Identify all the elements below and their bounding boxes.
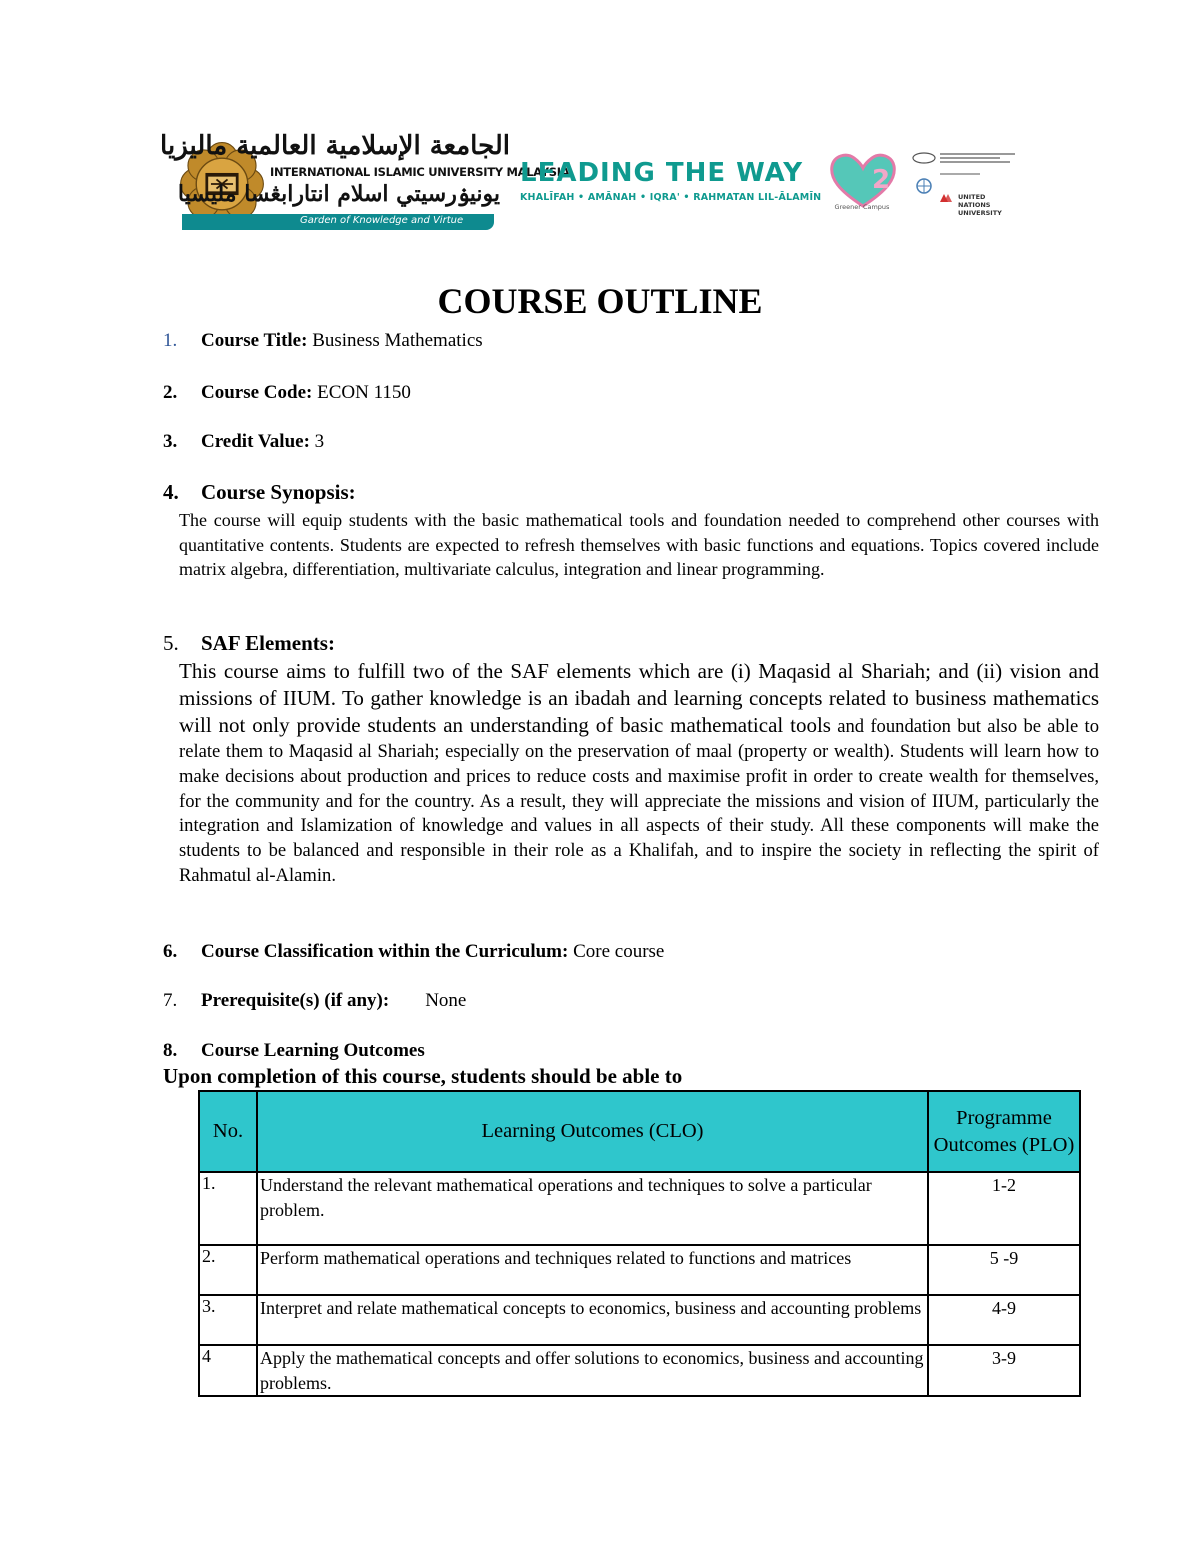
item-number: 5.: [163, 631, 179, 655]
row-outcome: Interpret and relate mathematical concepts to economics, business and accounting problems: [257, 1295, 928, 1345]
item-value: Core course: [568, 941, 665, 962]
table-row: [199, 1345, 1080, 1396]
item-course-code: [163, 382, 411, 404]
row-outcome: Perform mathematical operations and techniques related to functions and matrices: [257, 1245, 928, 1295]
item-label: Course Title:: [201, 330, 308, 351]
item-course-title: [163, 330, 483, 352]
item-value: ECON 1150: [312, 382, 411, 403]
upon-completion-heading: Upon completion of this course, students should be able to: [163, 1064, 683, 1088]
leading-the-way-slogan: LEADING THE WAY: [520, 158, 804, 188]
saf-paragraph-rest: and foundation but also be able to relate them to Maqasid al Shariah; especially on the preservation of maal (property or wealth). Students will learn how to make decisions about production and prices to reduce costs and maximise profit in order to create wealth for themselves, for the community and for the country. As a result, they will appreciate the missions and vision of IIUM, particularly the integration and Islamization of knowledge and values in all aspects of their study. All these components will make the students to be balanced and responsible in their role as a Khalifah, and to inspire the society in reflecting the spirit of Rahmatul al-Alamin.: [179, 715, 1099, 887]
slogan-subtitle: KHALĪFAH • AMĀNAH • IQRA' • RAHMATAN LIL-ĀLAMĪN: [520, 192, 822, 203]
item-label: Course Code:: [201, 382, 313, 403]
item-label: Course Classification within the Curriculum:: [201, 941, 569, 962]
item-saf-elements: [163, 631, 335, 656]
item-label: SAF Elements:: [201, 631, 335, 655]
item-number: 8.: [163, 1040, 178, 1061]
iium-motto: Garden of Knowledge and Virtue: [300, 215, 464, 226]
item-label: Credit Value:: [201, 431, 310, 452]
item-label: Prerequisite(s) (if any):: [201, 990, 390, 1011]
saf-paragraph: [179, 659, 1099, 889]
item-course-learning-outcomes: [163, 1040, 425, 1062]
row-plo: 1-2: [928, 1172, 1080, 1245]
iium-english-name: INTERNATIONAL ISLAMIC UNIVERSITY MALAYSIA: [270, 165, 570, 179]
table-row: [199, 1172, 1080, 1245]
table-row: [199, 1245, 1080, 1295]
document-title: COURSE OUTLINE: [437, 281, 763, 321]
saf-paragraph-first-part: This course aims to fulfill two of the SAF elements which are (i) Maqasid al Shariah; and (ii) vision and missions of IIUM. To gather knowledge is an ibadah and learning concepts related to business mathematics will not only provide students an understanding of basic mathematical tools: [179, 659, 1099, 737]
row-plo: 3-9: [928, 1345, 1080, 1396]
row-outcome: Understand the relevant mathematical operations and techniques to solve a particular problem.: [257, 1172, 928, 1245]
page-header: [0, 0, 1200, 250]
item-label: Course Synopsis:: [201, 480, 356, 504]
header-programme-outcomes: Programme Outcomes (PLO): [928, 1091, 1080, 1172]
heart-logo-label: Greener Campus: [834, 203, 890, 211]
item-number: 7.: [163, 990, 178, 1011]
item-course-classification: [163, 941, 664, 963]
iium-arabic-name: الجامعة الإسلامية العالمية ماليزيا: [160, 131, 510, 161]
item-value: Business Mathematics: [307, 330, 483, 351]
item-number: 2.: [163, 382, 178, 403]
item-credit-value: [163, 431, 324, 453]
item-prerequisites: [163, 990, 466, 1012]
row-number: 1.: [199, 1172, 257, 1245]
row-plo: 5 -9: [928, 1245, 1080, 1295]
iium-malay-jawi-name: يونيۏرسيتي اسلام انتارابڠسا مليسيا: [177, 181, 500, 207]
item-value: None: [425, 990, 467, 1011]
item-number: 6.: [163, 941, 178, 962]
svg-text:2: 2: [872, 165, 891, 195]
item-course-synopsis: [163, 480, 356, 505]
header-learning-outcomes: Learning Outcomes (CLO): [257, 1091, 928, 1172]
table-row: [199, 1295, 1080, 1345]
row-outcome: Apply the mathematical concepts and offer solutions to economics, business and accounting problems.: [257, 1345, 928, 1396]
row-plo: 4-9: [928, 1295, 1080, 1345]
row-number: 2.: [199, 1245, 257, 1295]
item-number: 3.: [163, 431, 178, 452]
item-value: 3: [309, 431, 325, 452]
table-header-row: [199, 1091, 1080, 1172]
header-no: No.: [199, 1091, 257, 1172]
item-number: 4.: [163, 480, 179, 504]
synopsis-paragraph: The course will equip students with the basic mathematical tools and foundation needed to comprehend other courses with quantitative contents. Students are expected to refresh themselves with basic functions and equations. Topics covered include matrix algebra, differentiation, multivariate calculus, integration and linear programming.: [179, 510, 1099, 580]
row-number: 4: [199, 1345, 257, 1396]
item-number: 1.: [163, 330, 178, 351]
clo-table: [198, 1090, 1081, 1397]
row-number: 3.: [199, 1295, 257, 1345]
item-label: Course Learning Outcomes: [201, 1040, 425, 1061]
greener-campus-heart-logo: [828, 152, 898, 208]
united-nations-university-text: UNITED NATIONS UNIVERSITY: [958, 193, 1002, 217]
